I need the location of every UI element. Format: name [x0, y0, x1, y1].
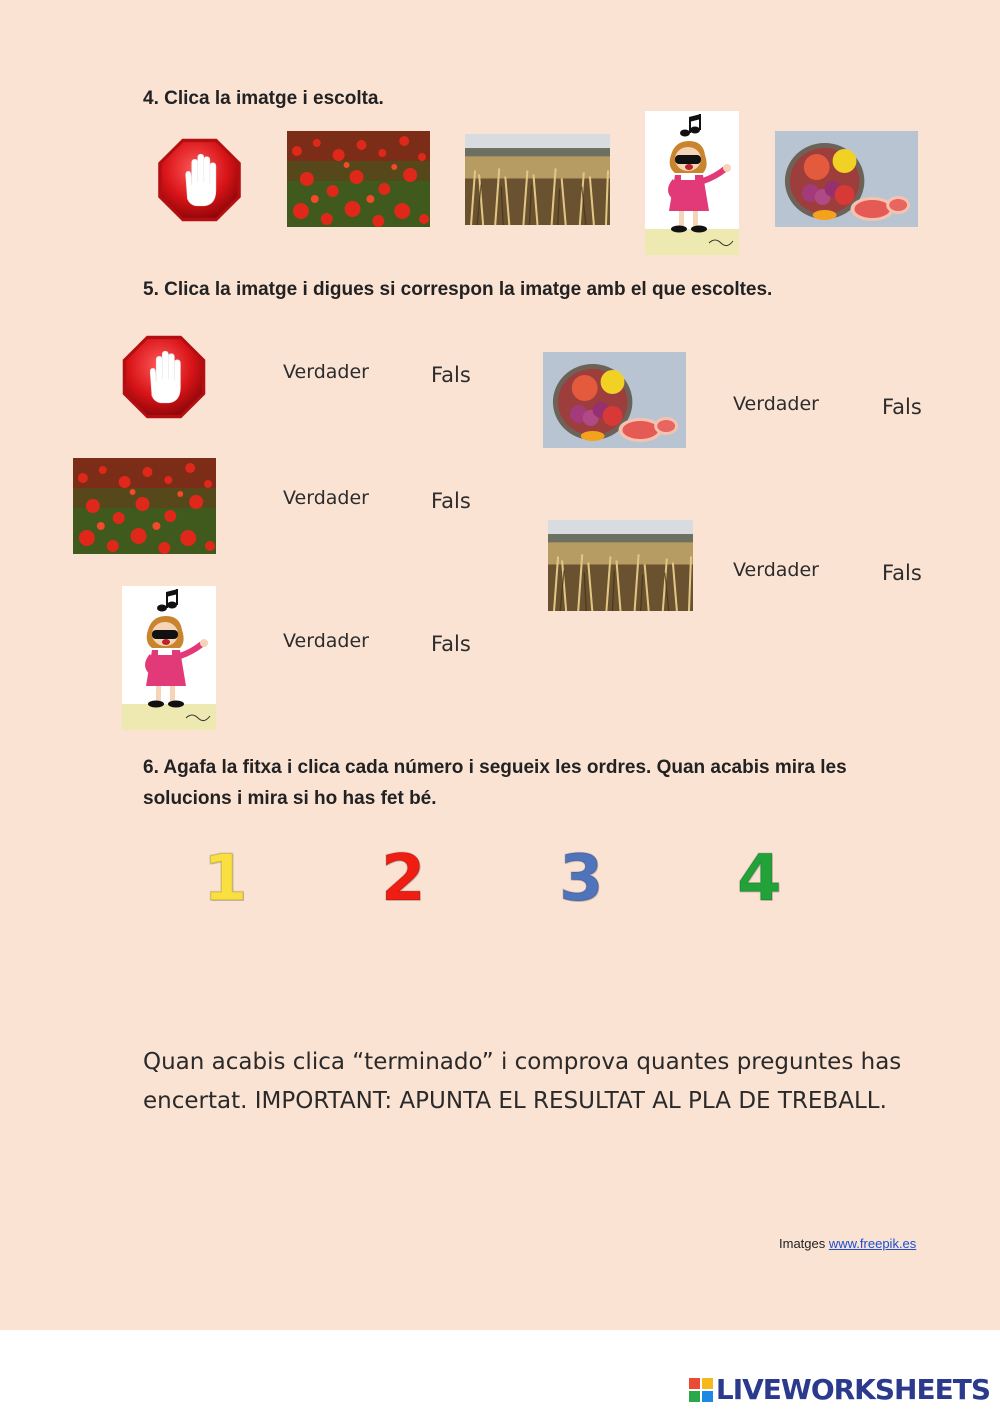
section-4-heading: 4. Clica la imatge i escolta.	[143, 88, 384, 109]
q5-poppy-true-option[interactable]: Verdader	[283, 487, 369, 509]
image-credit	[779, 1236, 916, 1251]
q5-fruit-image[interactable]	[543, 352, 686, 448]
singing-girl-image-audio[interactable]	[645, 111, 739, 255]
liveworksheets-logo-icon	[689, 1378, 713, 1402]
wheat-field-image-audio[interactable]	[465, 134, 610, 225]
poppy-field-image-audio[interactable]	[287, 131, 430, 227]
q5-poppy-image[interactable]	[73, 458, 216, 554]
fruit-bowl-image	[543, 352, 686, 448]
poppy-field-image	[73, 458, 216, 554]
fruit-bowl-image	[775, 131, 918, 227]
logo-tile	[689, 1378, 700, 1389]
q5-stop-image[interactable]	[120, 334, 208, 420]
number-4-button[interactable]: 4	[737, 842, 782, 916]
liveworksheets-brand[interactable]	[689, 1373, 990, 1406]
logo-tile	[689, 1391, 700, 1402]
footer	[0, 1330, 1000, 1413]
section-6-heading-line-1: 6. Agafa la fitxa i clica cada número i segueix les ordres. Quan acabis mira les	[143, 757, 847, 778]
fruit-bowl-image-audio[interactable]	[775, 131, 918, 227]
wheat-field-image	[548, 520, 693, 611]
logo-tile	[702, 1391, 713, 1402]
liveworksheets-wordmark: LIVEWORKSHEETS	[715, 1373, 990, 1406]
wheat-field-image	[465, 134, 610, 225]
q5-poppy-false-option[interactable]: Fals	[431, 489, 471, 513]
q5-fruit-true-option[interactable]: Verdader	[733, 393, 819, 415]
q5-wheat-false-option[interactable]: Fals	[882, 561, 922, 585]
q5-fruit-false-option[interactable]: Fals	[882, 395, 922, 419]
stop-hand-icon	[155, 137, 244, 223]
q5-wheat-true-option[interactable]: Verdader	[733, 559, 819, 581]
section-6-heading-line-2: solucions i mira si ho has fet bé.	[143, 788, 437, 809]
number-3-button[interactable]: 3	[559, 842, 604, 916]
image-credit-prefix: Imatges	[779, 1236, 829, 1251]
final-instructions-line-2: encertat. IMPORTANT: APUNTA EL RESULTAT AL PLA DE TREBALL.	[143, 1088, 887, 1114]
singing-girl-image	[122, 586, 216, 730]
singing-girl-image	[645, 111, 739, 255]
final-instructions	[143, 1043, 943, 1121]
q5-singing-girl-true-option[interactable]: Verdader	[283, 630, 369, 652]
q5-stop-false-option[interactable]: Fals	[431, 363, 471, 387]
final-instructions-line-1: Quan acabis clica “terminado” i comprova quantes preguntes has	[143, 1049, 902, 1075]
q5-singing-girl-false-option[interactable]: Fals	[431, 632, 471, 656]
q5-stop-true-option[interactable]: Verdader	[283, 361, 369, 383]
freepik-link[interactable]: www.freepik.es	[828, 1236, 917, 1251]
q5-singing-girl-image[interactable]	[122, 586, 216, 730]
stop-hand-icon-audio[interactable]	[155, 137, 244, 223]
poppy-field-image	[287, 131, 430, 227]
stop-hand-icon	[120, 334, 208, 420]
number-1-button[interactable]: 1	[203, 842, 248, 916]
section-5-heading: 5. Clica la imatge i digues si correspon la imatge amb el que escoltes.	[143, 279, 773, 300]
logo-tile	[702, 1378, 713, 1389]
number-2-button[interactable]: 2	[381, 842, 426, 916]
q5-wheat-image[interactable]	[548, 520, 693, 611]
